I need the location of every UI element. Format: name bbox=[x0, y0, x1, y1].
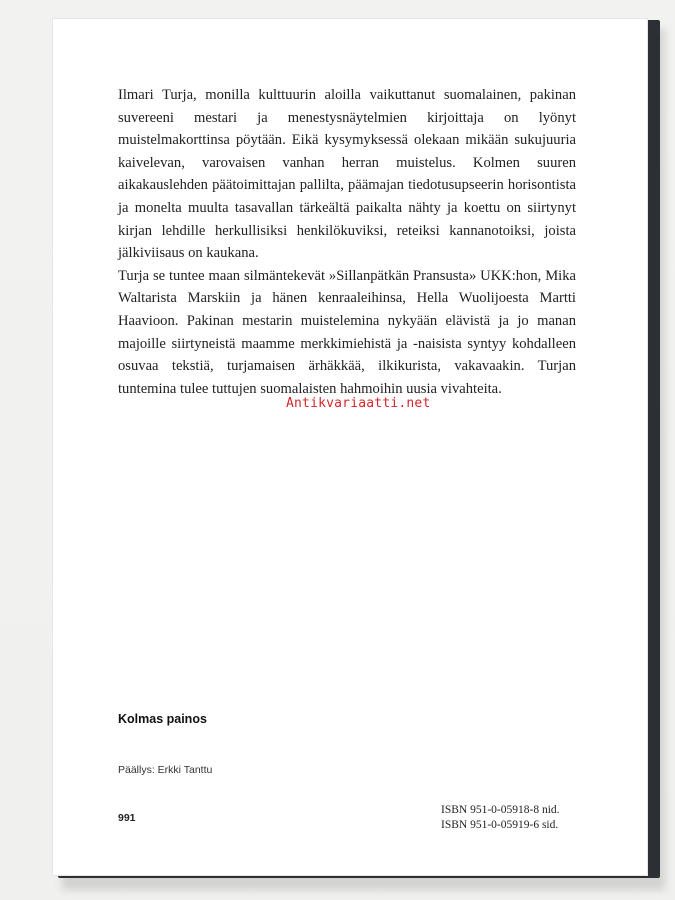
blurb-paragraph-1: Ilmari Turja, monilla kulttuurin aloilla vaikuttanut suomalainen, pakinan suvereeni mestari ja menestysnäytelmien kirjoittaja on lyönyt muistelmakorttinsa pöytään. Eikä kysymyksessä olekaan mikään sukujuuria kaivelevan, varovaisen vanhan herran muistelus. Kolmen suuren aikakauslehden päätoimittajan pallilta, päämajan tiedotusupseerin horisontista ja monelta muulta tasavallan tärkeältä paikalta nähty ja koettu on siirtynyt kirjan lehdille herkullisiksi henkilökuviksi, reteiksi kannanotoiksi, joista jälkiviisaus on kaukana. bbox=[118, 87, 576, 262]
publisher-code: 991 bbox=[118, 812, 136, 824]
edition-label: Kolmas painos bbox=[118, 712, 207, 726]
cover-designer-credit: Päällys: Erkki Tanttu bbox=[118, 764, 213, 776]
back-cover-blurb bbox=[118, 84, 576, 400]
isbn-block bbox=[441, 803, 560, 833]
isbn-hardcover: ISBN 951-0-05919-6 sid. bbox=[441, 819, 559, 831]
isbn-paperback: ISBN 951-0-05918-8 nid. bbox=[441, 804, 560, 816]
watermark: Antikvariaatti.net bbox=[286, 396, 431, 411]
blurb-paragraph-2: Turja se tuntee maan silmäntekevät »Sillanpätkän Pransusta» UKK:hon, Mika Waltarista Marskiin ja hänen kenraaleihinsa, Hella Wuolijoesta Martti Haavioon. Pakinan mestarin muistelemina nykyään elävistä ja jo manan majoille siirtyneistä maamme merkkimiehistä ja -naisista syntyy kohdalleen osuvaa tekstiä, turjamaisen ärhäkkää, ilkikurista, vakavaakin. Turjan tuntemina tulee tuttujen suomalaisten hahmoihin uusia vivahteita. bbox=[118, 267, 576, 397]
